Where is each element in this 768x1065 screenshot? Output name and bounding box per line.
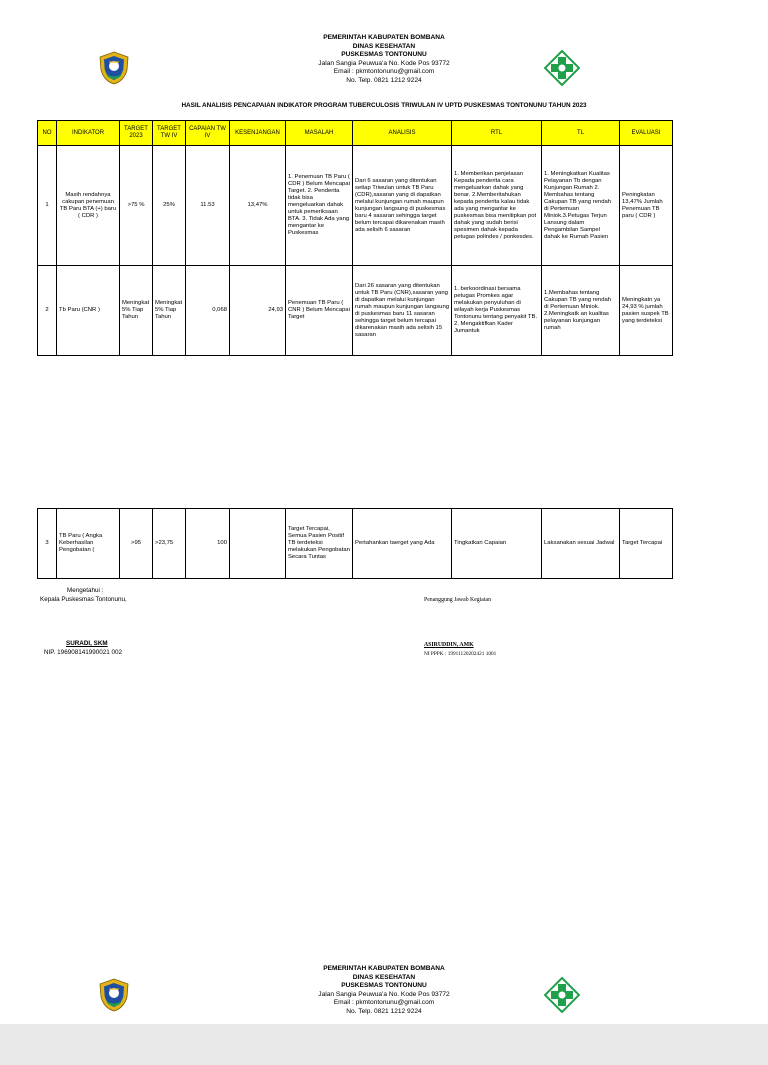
cell-tl: 1. Meningkatkan Kualitas Pelayanan Tb dengan Kunjungan Rumah 2. Membahas tentang Cakupan TB yang rendah di Pertemuan Miniok.3.Petugas Terjun Lansung dalam Pengambilan Sampel dahak ke Rumah Pasien — [542, 146, 620, 266]
cell-no: 2 — [38, 266, 57, 356]
phone: No. Telp. 0821 1212 9224 — [346, 76, 422, 84]
cell-target: >95 — [120, 509, 153, 579]
puskesmas-green-cross-icon — [544, 50, 580, 86]
header-evaluasi: EVALUASI — [620, 121, 673, 146]
header-rtl: RTL — [452, 121, 542, 146]
cell-tl: Laksanakan sesuai Jadwal — [542, 509, 620, 579]
cell-target: Meningkat 5% Tiap Tahun — [120, 266, 153, 356]
header-analisis: ANALISIS — [353, 121, 452, 146]
cell-analisis: Dari 6 sasaran yang ditentukan setiap Triwulan untuk TB Paru (CDR),sasaran yang di dapatkan melalui kunjungan rumah maupun kunjungan langsung di puskesmas baru 4 sasaran sehingga target belum tercapai dikarenakan masih ada selisih 6 sasaran — [353, 146, 452, 266]
header-tl: TL — [542, 121, 620, 146]
cell-indikator: Masih rendahnya cakupan penemuan TB Paru BTA (+) baru ( CDR ) — [57, 146, 120, 266]
header-no: NO — [38, 121, 57, 146]
cell-target-tw: 25% — [153, 146, 186, 266]
document-title: HASIL ANALISIS PENCAPAIAN INDIKATOR PROGRAM TUBERCULOSIS TRIWULAN IV UPTD PUSKESMAS TONTONUNU TAHUN 2023 — [181, 102, 587, 109]
cell-evaluasi: Target Tercapai — [620, 509, 673, 579]
gov-name: PEMERINTAH KABUPATEN BOMBANA — [323, 34, 445, 41]
letterhead-text — [234, 34, 534, 86]
phone: No. Telp. 0821 1212 9224 — [346, 1007, 422, 1015]
cell-rtl: Tingkatkan Capaian — [452, 509, 542, 579]
cell-kesenjangan — [230, 509, 286, 579]
table-header-row — [38, 121, 673, 146]
bombana-regency-emblem-icon — [96, 977, 132, 1013]
cell-indikator: Tb Paru (CNR ) — [57, 266, 120, 356]
cell-target: >75 % — [120, 146, 153, 266]
cell-kesenjangan: 13,47% — [230, 146, 286, 266]
analysis-table — [37, 120, 673, 356]
sign-responsible-nip: NI PPPK : 19911120202421 1001 — [424, 651, 497, 657]
dept-name: DINAS KESEHATAN — [352, 42, 416, 50]
header-kesenjangan: KESENJANGAN — [230, 121, 286, 146]
cell-masalah: 1. Penemuan TB Paru ( CDR ) Belum Mencapai Target. 2. Penderita tidak bisa mengeluarkan dahak untuk pemeriksaan BTA. 3. Tidak Ada yang mengantar ke Puskesmas — [286, 146, 353, 266]
sign-head-nip: NIP. 196908141990021 002 — [44, 649, 122, 656]
sign-head-name: SURADI, SKM — [66, 640, 108, 647]
cell-analisis: Dari 26 sasaran yang ditentukan untuk TB Paru (CNR),sasaran yang di dapatkan melalui kunjungan rumah maupun kunjungan langsung di puskesmas baru 11 sasaran sehingga target belum tercapai dikarenakan masih ada selisih 15 sasaran — [353, 266, 452, 356]
table-row — [38, 509, 673, 579]
table-row — [38, 146, 673, 266]
cell-target-tw: Meningkat 5% Tiap Tahun — [153, 266, 186, 356]
cell-kesenjangan: 24,93 — [230, 266, 286, 356]
email: Email : pkmtontonunu@gmail.com — [333, 68, 435, 76]
gov-name: PEMERINTAH KABUPATEN BOMBANA — [323, 965, 445, 972]
letterhead-text — [234, 965, 534, 1017]
puskesmas-green-cross-icon — [544, 977, 580, 1013]
sign-responsible-title: Penanggung Jawab Kegiatan — [424, 597, 491, 603]
puskesmas-name: PUSKESMAS TONTONUNU — [341, 982, 427, 990]
sign-acknowledged-label: Mengetahui : — [67, 587, 104, 594]
address: Jalan Sangia Peuwua'a No. Kode Pos 93772 — [318, 990, 450, 998]
cell-masalah: Target Tercapai, Semua Pasien Positif TB terdeteksi melakukan Pengobatan Secara Tuntas — [286, 509, 353, 579]
email: Email : pkmtontonunu@gmail.com — [333, 999, 435, 1007]
letterhead-top — [0, 34, 768, 134]
cell-evaluasi: Peningkatan 13,47% Jumlah Penemuan TB paru ( CDR ) — [620, 146, 673, 266]
cell-indikator: TB Paru ( Angka Keberhasilan Pengobatan ( — [57, 509, 120, 579]
sign-head-title: Kepala Puskesmas Tontonunu, — [40, 596, 127, 603]
cell-analisis: Pertahankan taerget yang Ada — [353, 509, 452, 579]
address: Jalan Sangia Peuwua'a No. Kode Pos 93772 — [318, 59, 450, 67]
cell-target-tw: >23,75 — [153, 509, 186, 579]
header-capaian: CAPAIAN TW IV — [186, 121, 230, 146]
analysis-table-continued — [37, 508, 673, 579]
bombana-regency-emblem-icon — [96, 50, 132, 86]
cell-rtl: 1. berkoordinasi bersama petugas Promkes agar melakukan penyuluhan di wilayah kerja Puskesmas Tontonunu tentang penyakit TB. 2. Mengaktifkan Kader Jumantuk — [452, 266, 542, 356]
header-masalah: MASALAH — [286, 121, 353, 146]
cell-evaluasi: Meningkatn ya 24,93 % jumlah pasien suspek TB yang terdeteksi — [620, 266, 673, 356]
dept-name: DINAS KESEHATAN — [352, 973, 416, 981]
letterhead-bottom — [0, 965, 768, 1065]
puskesmas-name: PUSKESMAS TONTONUNU — [341, 51, 427, 59]
cell-capaian: 100 — [186, 509, 230, 579]
header-indikator: INDIKATOR — [57, 121, 120, 146]
cell-no: 3 — [38, 509, 57, 579]
table-row — [38, 266, 673, 356]
cell-masalah: Penemuan TB Paru ( CNR ) Belum Mencapai Target — [286, 266, 353, 356]
cell-rtl: 1. Memberikan penjelasan Kepada penderita cara mengeluarkan dahak yang benar. 2.Memberitahukan kepada penderita kalau tidak ada yang mengantar ke puskesmas bisa menitipkan pot dahak yang sudah berisi spesimen dahak kepada petugas polindes / ponkesdes. — [452, 146, 542, 266]
cell-capaian: 0,068 — [186, 266, 230, 356]
cell-no: 1 — [38, 146, 57, 266]
cell-tl: 1.Membahas tentang Cakupan TB yang rendah di Pertemuan Miniok. 2.Meningkatk an kualitas pelayanan kunjungan rumah — [542, 266, 620, 356]
sign-responsible-name: ASIRUDDIN, AMK — [424, 642, 474, 648]
header-target-tw: TARGET TW IV — [153, 121, 186, 146]
cell-capaian: 11.53 — [186, 146, 230, 266]
header-target: TARGET 2023 — [120, 121, 153, 146]
